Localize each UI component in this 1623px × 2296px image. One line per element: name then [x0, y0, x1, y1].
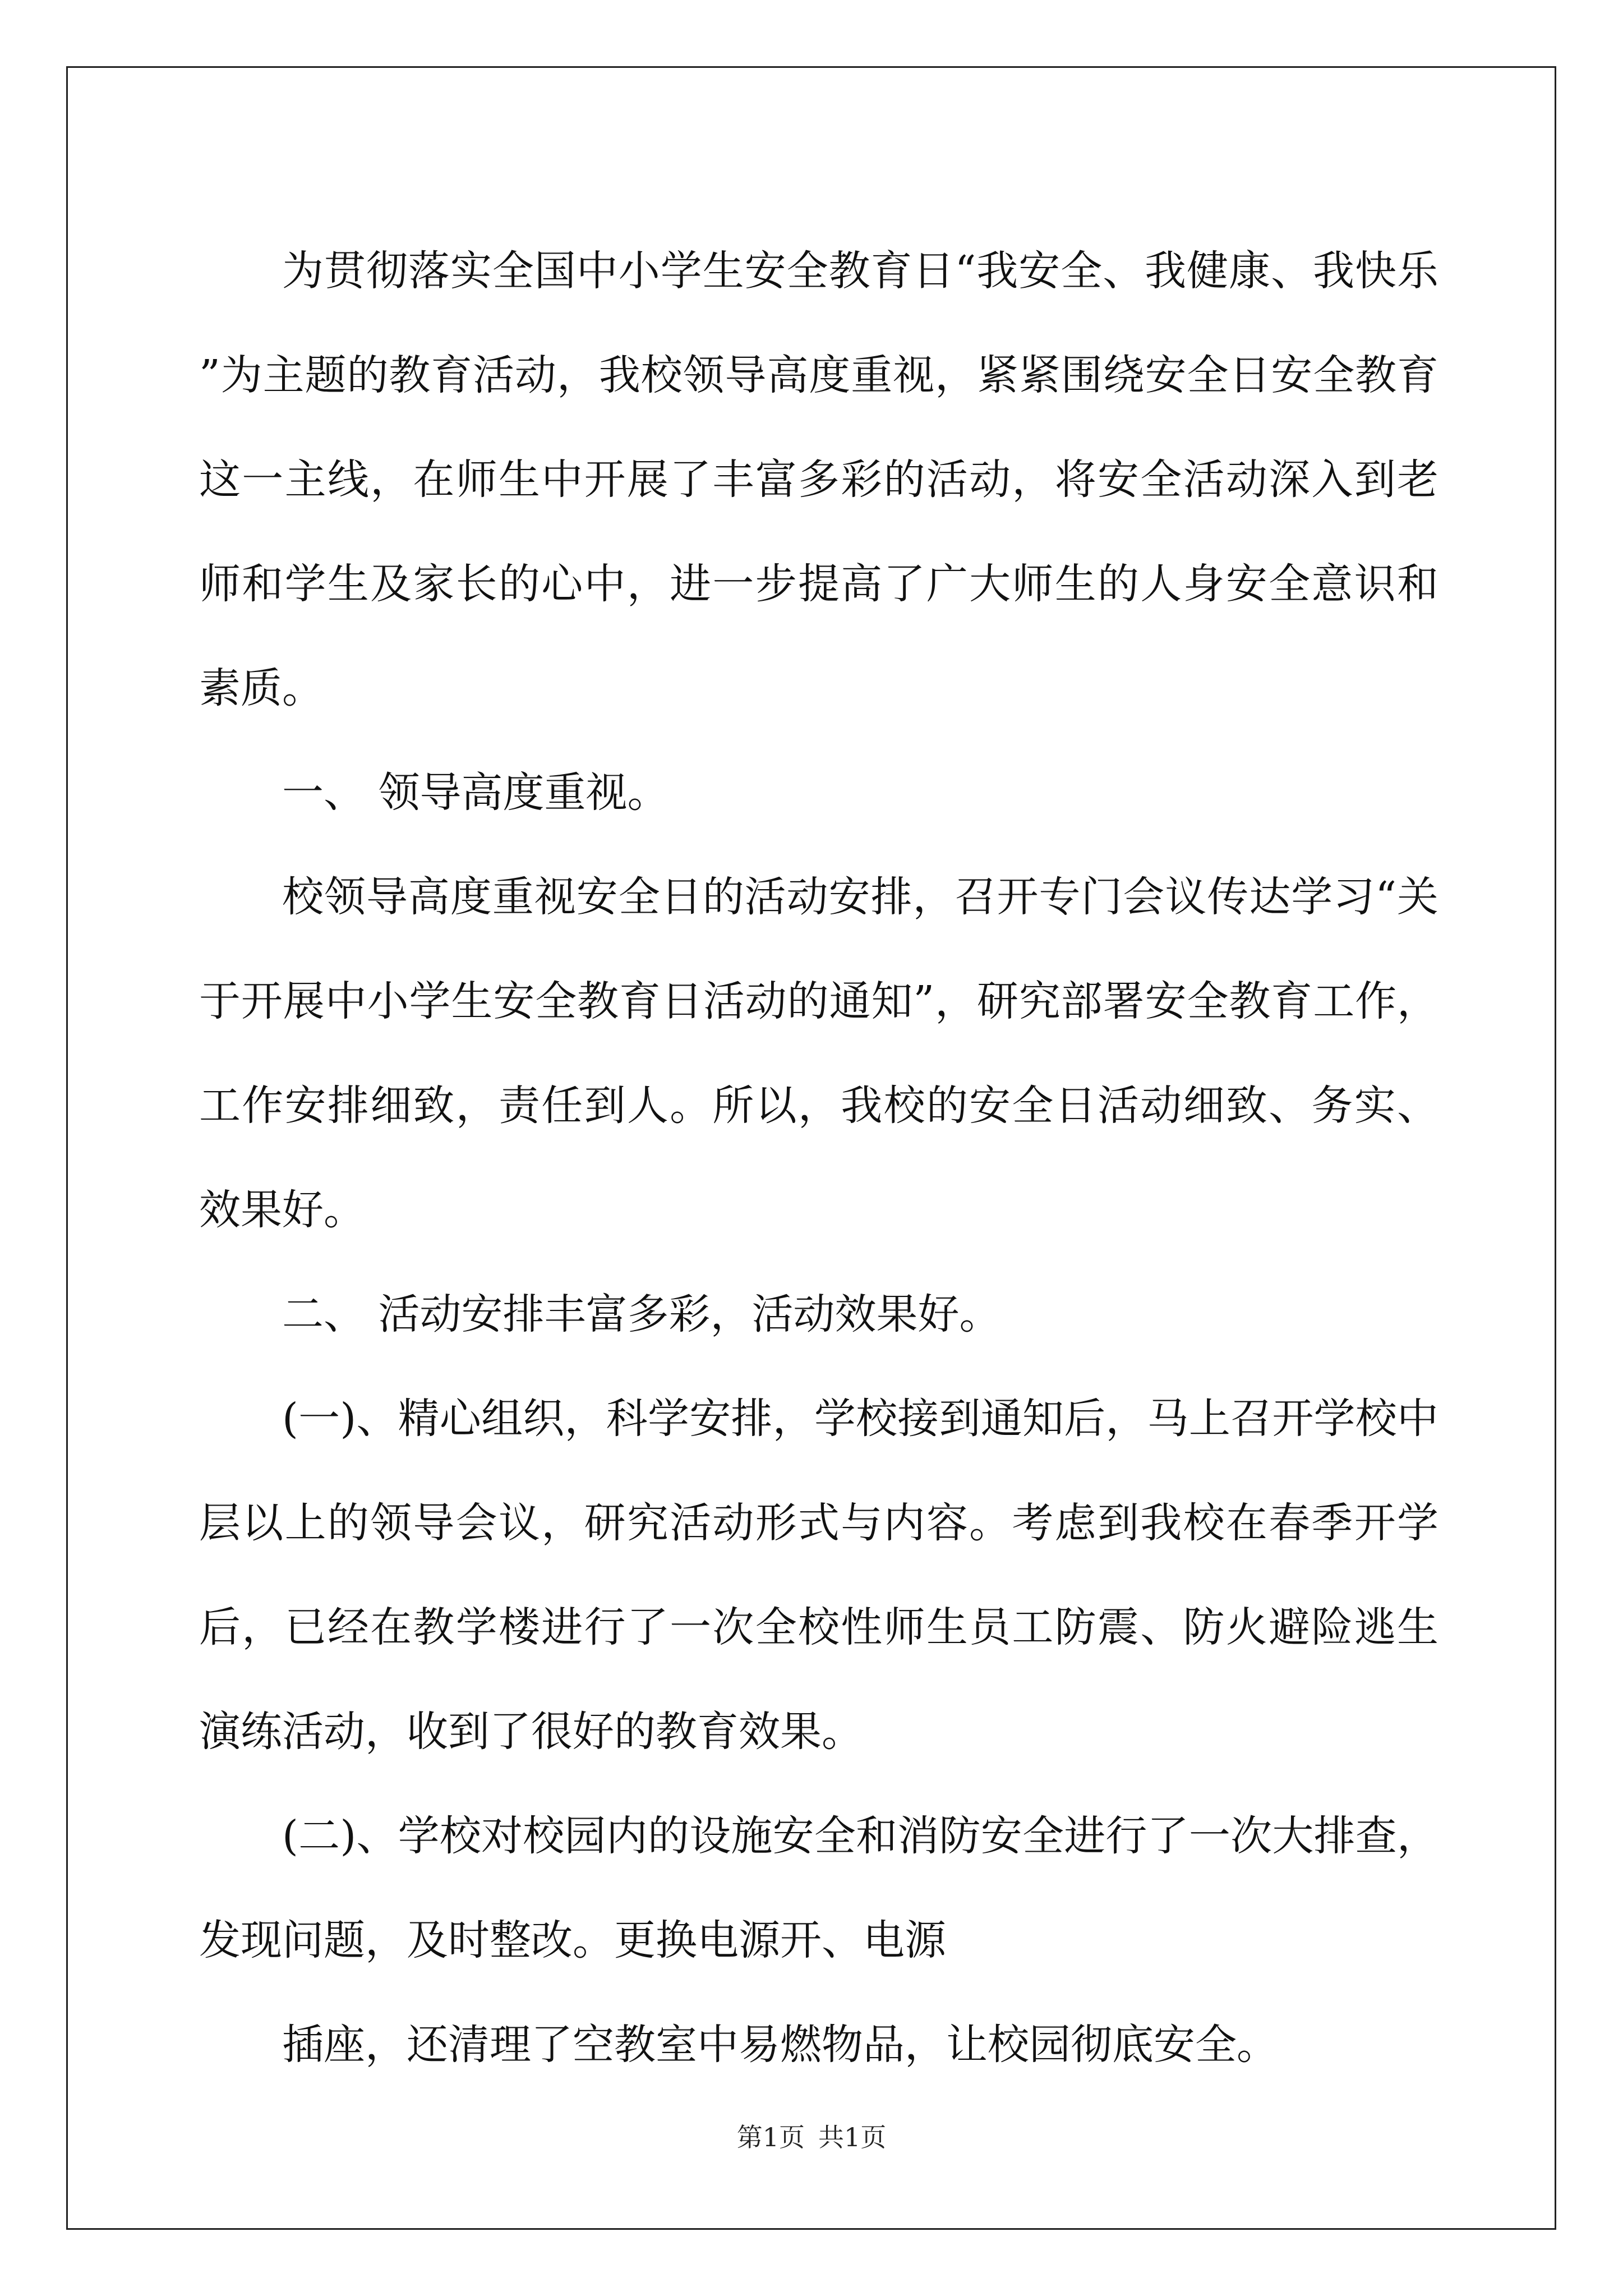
- page-footer: [0, 2120, 1623, 2154]
- paragraph-leadership: 校领导高度重视安全日的活动安排，召开专门会议传达学习“关于开展中小学生安全教育日活动的通知”，研究部署安全教育工作，工作安排细致，责任到人。所以，我校的安全日活动细致、务实、效果好。: [199, 873, 1438, 1234]
- section-heading-2: 二、 活动安排丰富多彩，活动效果好。: [282, 1290, 1001, 1338]
- paragraph-item-2: (二)、学校对校园内的设施安全和消防安全进行了一次大排查，发现问题，及时整改。更换电源开、电源: [199, 1812, 1438, 1964]
- paragraph-item-1: (一)、精心组织，科学安排，学校接到通知后，马上召开学校中层以上的领导会议，研究活动形式与内容。考虑到我校在春季开学后，已经在教学楼进行了一次全校性师生员工防震、防火避险逃生演练活动，收到了很好的教育效果。: [199, 1395, 1438, 1756]
- page-number-total: 共1页: [818, 2122, 887, 2152]
- paragraph-intro: 为贯彻落实全国中小学生安全教育日“我安全、我健康、我快乐”为主题的教育活动，我校领导高度重视，紧紧围绕安全日安全教育这一主线，在师生中开展了丰富多彩的活动，将安全活动深入到老师和学生及家长的心中，进一步提高了广大师生的人身安全意识和素质。: [199, 247, 1438, 712]
- document-body: [199, 219, 1438, 2097]
- paragraph-item-2-continued: 插座，还清理了空教室中易燃物品，让校园彻底安全。: [282, 2021, 1278, 2069]
- section-heading-1: 一、 领导高度重视。: [282, 769, 669, 817]
- page-number-current: 第1页: [736, 2122, 805, 2152]
